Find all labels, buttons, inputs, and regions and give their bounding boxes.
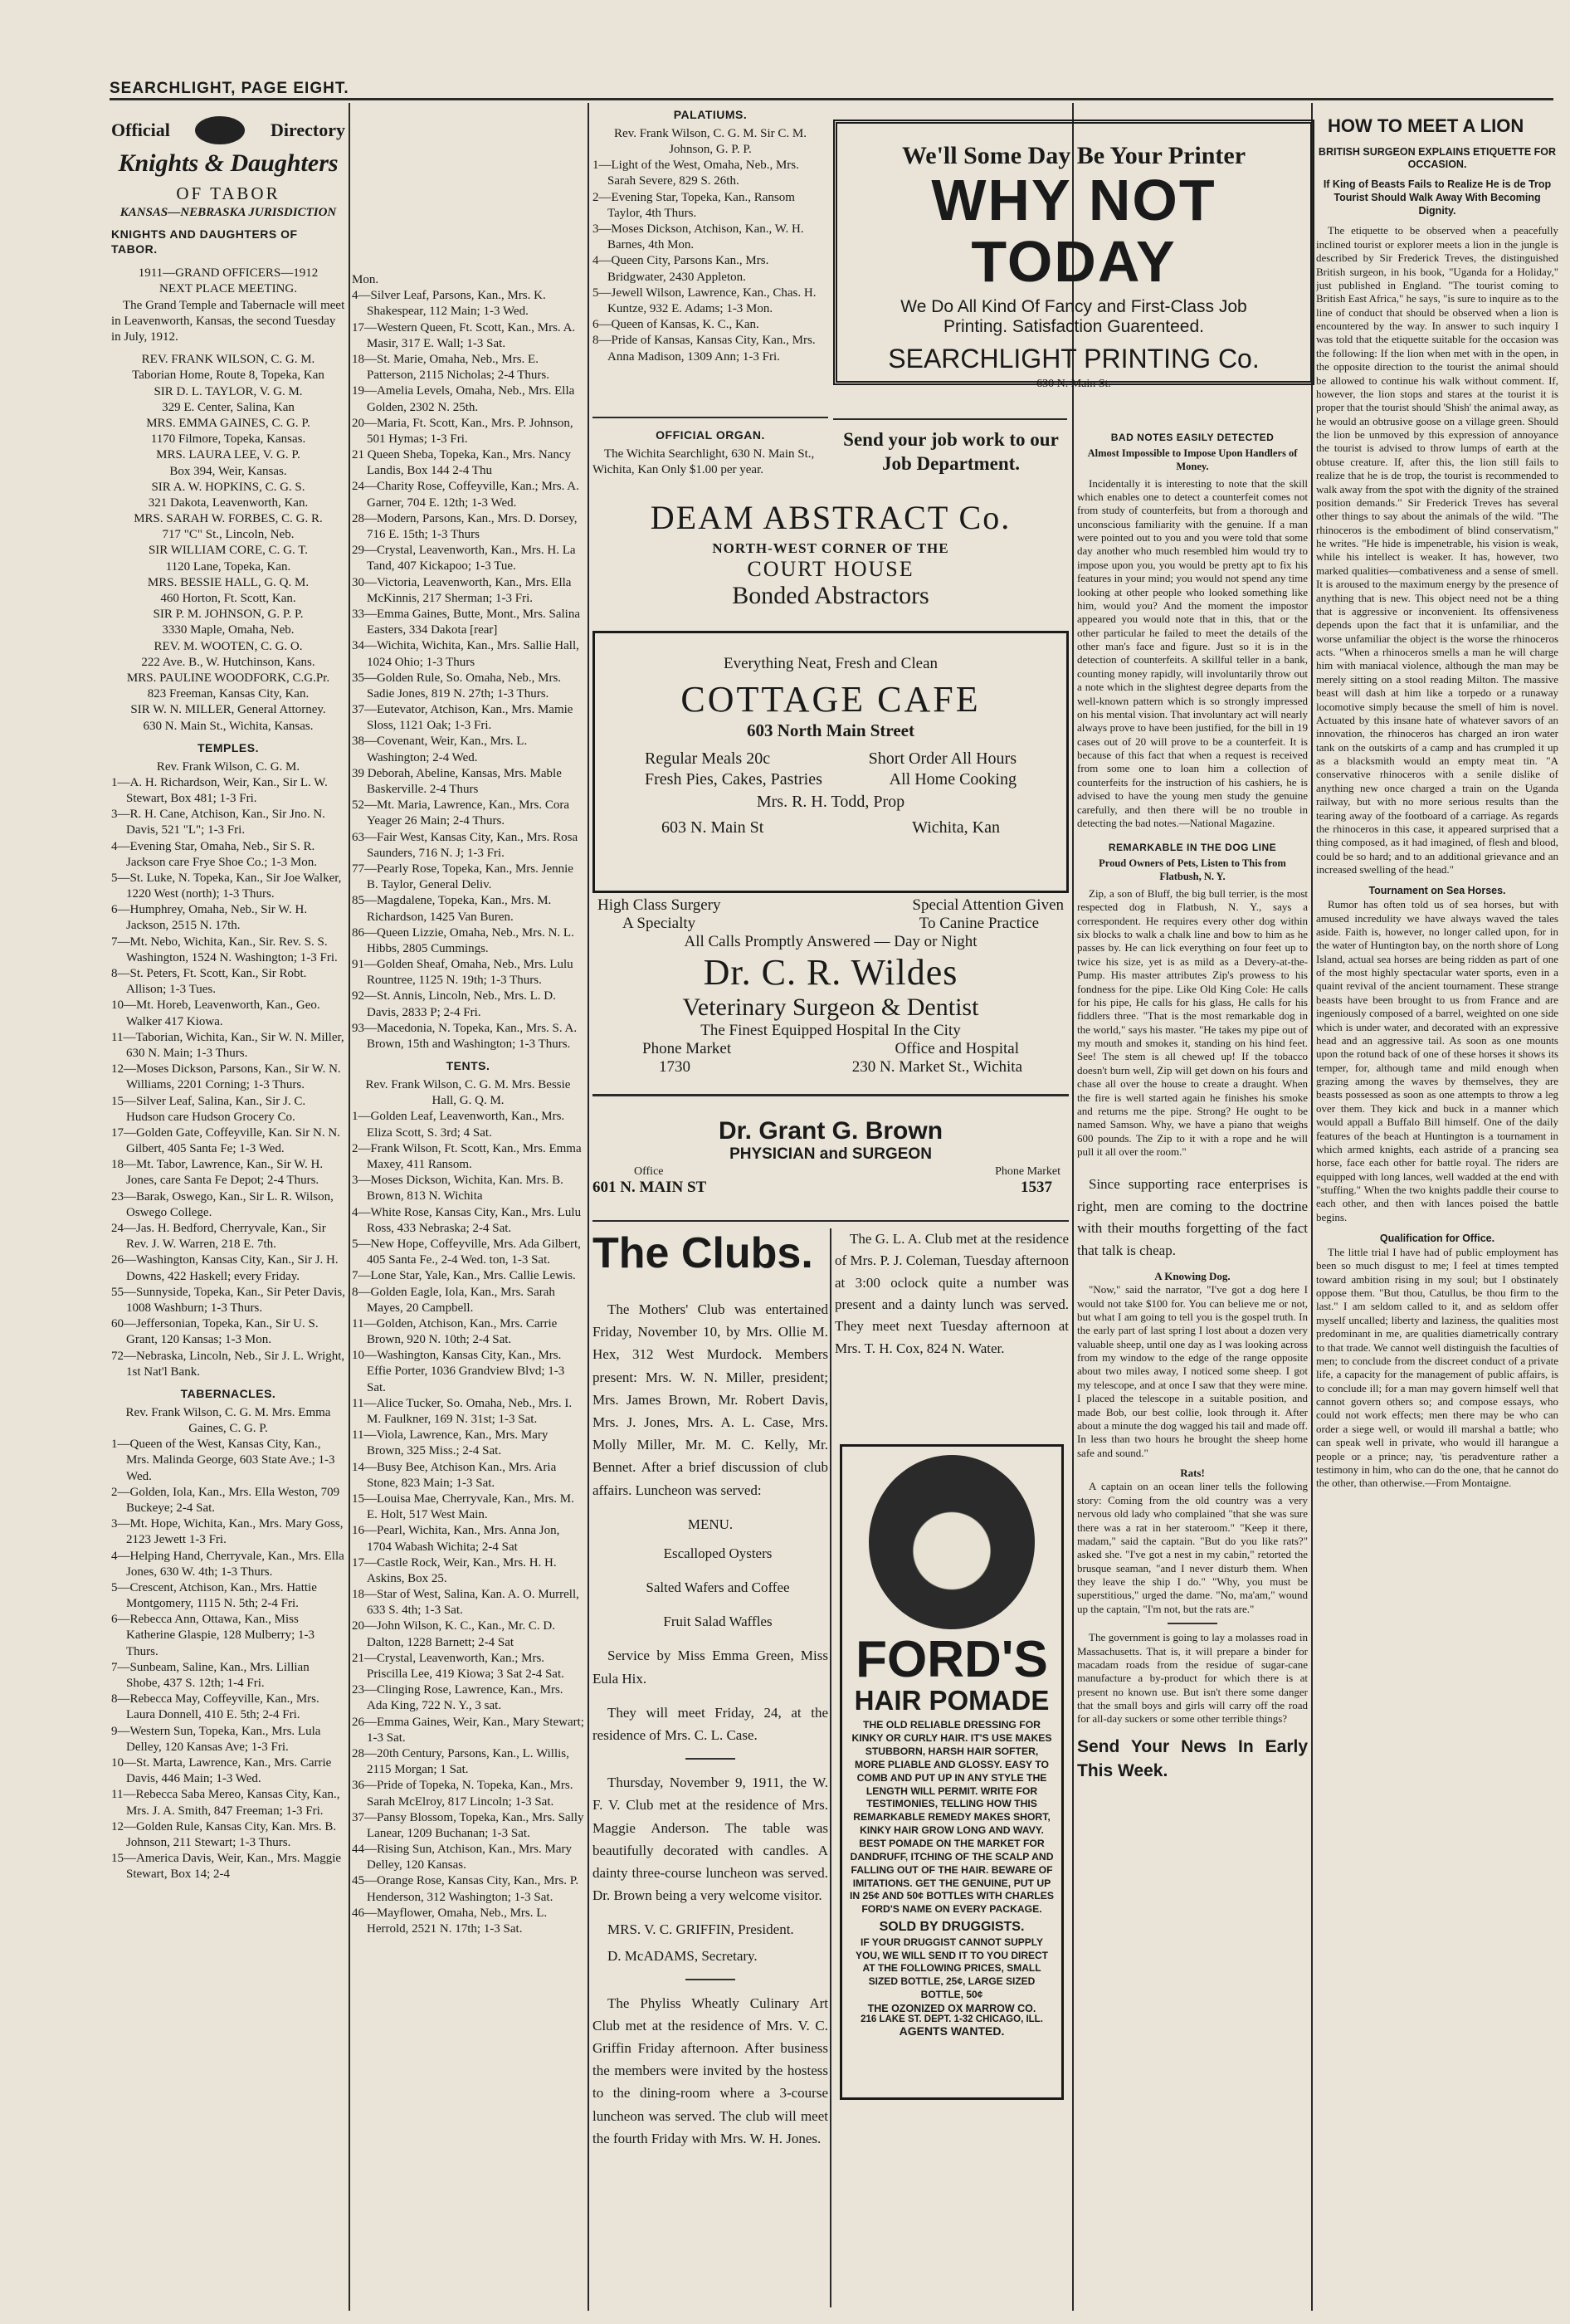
tabernacle-entry: 20—Maria, Ft. Scott, Kan., Mrs. P. Johnson, 501 Hymas; 1-3 Fri.	[352, 416, 573, 446]
tabernacle-entry: 1—Queen of the West, Kansas City, Kan., Mrs. Malinda George, 603 State Ave.; 1-3 Wed.	[111, 1438, 335, 1483]
clubs-p3: They will meet Friday, 24, at the residence of Mrs. C. L. Case.	[592, 1704, 828, 1743]
tabernacle-entry: 30—Victoria, Leavenworth, Kan., Mrs. Ella McKinnis, 217 Sherman; 1-3 Fri.	[352, 575, 572, 605]
officer-line: 1120 Lane, Topeka, Kan.	[165, 559, 291, 574]
clubs-section	[592, 1228, 828, 2307]
tent-entry: 17—Castle Rock, Weir, Kan., Mrs. H. H. Askins, Box 25.	[352, 1555, 557, 1585]
tabernacle-entry: 93—Macedonia, N. Topeka, Kan., Mrs. S. A. Brown, 15th and Washington; 1-3 Thurs.	[352, 1021, 578, 1051]
clubs-p4: Thursday, November 9, 1911, the W. F. V. Club met at the residence of Mrs. Maggie Anderson. The table was beautifully decorated with candles. A dainty three-course luncheon was served. Dr. Brown being a very welcome visitor.	[592, 1775, 828, 1904]
next-meeting: NEXT PLACE MEETING.	[159, 282, 297, 296]
cafe-right3: Wichita, Kan	[912, 818, 1000, 837]
column-rule	[349, 103, 350, 2311]
brown-phone: 1537	[1021, 1179, 1052, 1196]
tabernacle-entry: 2—Golden, Iola, Kan., Mrs. Ella Weston, 709 Buckeye; 2-4 Sat.	[111, 1485, 340, 1515]
tabernacle-entry: 33—Emma Gaines, Butte, Mont., Mrs. Salina Easters, 334 Dakota [rear]	[352, 607, 580, 637]
tent-entry: 18—Star of West, Salina, Kan. A. O. Murrell, 633 S. 4th; 1-3 Sat.	[352, 1588, 579, 1618]
tabernacles-list-cont	[352, 272, 584, 1052]
tabernacle-entry: 5—Crescent, Atchison, Kan., Mrs. Hattie Montgomery, 1115 N. 5th; 2-4 Fri.	[111, 1580, 317, 1611]
officer-line: 823 Freeman, Kansas City, Kan.	[147, 687, 310, 701]
temples-heading: TEMPLES.	[197, 740, 259, 754]
dog-text: Zip, a son of Bluff, the big bull terrier, is the most respected dog in Flatbush, N. Y., says a correspondent. He requires every other dog within six blocks to walk a chalk line and bow to him as he passes by. He can lick everything on four feet up to twice his size, yet is as mild as a Devery-at-the-Pump. His master attributes Zip's prowess to his fondness for the pipe. Like Old King Cole: He calls for his pipe, He calls for his glass, He calls for his fiddlers three. "That is the most remarkable dog in the world," says his master. "He takes my pipe out of my mouth and smokes it, standing on his hind feet. See! The stem is all chewed up! If the tobacco doesn't burn well, Zip will get down on his fours and chase all over the house to create a draught. When the fire is well started again he finishes his smoke and returns me the pipe. Strong? He ought to be named Samson. Why, we have a piano that weighs 600 pounds. The Zip to it with a rope and he will pull it all over the room."	[1077, 886, 1308, 1159]
officer-line: MRS. LAURA LEE, V. G. P.	[156, 448, 300, 462]
temple-entry: 4—Evening Star, Omaha, Neb., Sir S. R. Jackson care Frye Shoe Co.; 1-3 Mon.	[111, 839, 317, 869]
lion-column	[1316, 110, 1558, 2309]
column-rule	[1072, 103, 1074, 2311]
tent-entry: 14—Busy Bee, Atchison Kan., Mrs. Aria Stone, 823 Main; 1-3 Sat.	[352, 1460, 557, 1490]
cafe-name: COTTAGE CAFE	[680, 679, 981, 720]
tent-entry: 16—Pearl, Wichita, Kan., Mrs. Anna Jon, 1704 Wabash Wichita; 2-4 Sat	[352, 1524, 560, 1554]
tabernacle-entry: 63—Fair West, Kansas City, Kan., Mrs. Rosa Saunders, 716 N. J; 1-3 Fri.	[352, 830, 578, 860]
vet-right1: Special Attention Given	[912, 896, 1064, 914]
vet-name: Dr. C. R. Wildes	[703, 952, 958, 993]
tabernacle-entry: 3—Mt. Hope, Wichita, Kan., Mrs. Mary Goss, 2123 Jewett 1-3 Fri.	[111, 1517, 344, 1547]
cafe-right2: All Home Cooking	[889, 770, 1017, 788]
fords-body: THE OLD RELIABLE DRESSING FOR KINKY OR CURLY HAIR. IT'S USE MAKES STUBBORN, HARSH HAIR SOFTER, MORE PLIABLE AND GLOSSY. EASY TO COMB AND PUT UP IN ANY STYLE THE LENGTH WILL PERMIT. WRITE FOR TESTIMONIES, TELLING HOW THIS REMARKABLE REMEDY MAKES SHORT, KINKY HAIR GROW LONG AND WAVY. BEST POMADE ON THE MARKET FOR DANDRUFF, ITCHING OF THE SCALP AND FALLING OUT OF THE HAIR. BEWARE OF IMITATIONS. GET THE GENUINE, PUT UP IN 25¢ AND 50¢ BOTTLES WITH CHARLES FORD'S NAME ON EVERY PACKAGE.	[849, 1719, 1055, 1916]
tabernacle-entry: 38—Covenant, Weir, Kan., Mrs. L. Washington; 2-4 Wed.	[352, 735, 528, 764]
palatiums-section	[592, 106, 828, 413]
vet-title: Veterinary Surgeon & Dentist	[682, 994, 979, 1021]
palatium-entry: 2—Evening Star, Topeka, Kan., Ransom Taylor, 4th Thurs.	[592, 190, 795, 220]
bad-notes-heading: BAD NOTES EASILY DETECTED	[1110, 432, 1275, 443]
officer-line: 1170 Filmore, Topeka, Kansas.	[150, 432, 306, 447]
officers-heading: 1911—GRAND OFFICERS—1912	[138, 266, 319, 281]
officer-line: MRS. EMMA GAINES, C. G. P.	[146, 416, 310, 430]
cafe-right1: Short Order All Hours	[868, 749, 1017, 768]
palatiums-heading: PALATIUMS.	[673, 108, 748, 121]
temple-entry: 5—St. Luke, N. Topeka, Kan., Sir Joe Walker, 1220 West (north); 1-3 Thurs.	[111, 871, 342, 901]
officer-line: REV. M. WOOTEN, C. G. O.	[154, 639, 303, 653]
officer-line: MRS. SARAH W. FORBES, C. G. R.	[134, 512, 323, 526]
tabernacle-entry: 52—Mt. Maria, Lawrence, Kan., Mrs. Cora Yeager 26 Main; 2-4 Thurs.	[352, 798, 570, 828]
cafe-addr: 603 North Main Street	[747, 720, 914, 740]
tabernacle-entry: 24—Charity Rose, Coffeyville, Kan.; Mrs. A. Garner, 704 E. 12th; 1-3 Wed.	[352, 480, 579, 510]
tabernacle-entry: 35—Golden Rule, So. Omaha, Neb., Mrs. Sadie Jones, 819 N. 27th; 1-3 Thurs.	[352, 671, 562, 701]
tabernacle-entry: 17—Western Queen, Ft. Scott, Kan., Mrs. A. Masir, 317 E. Wall; 1-3 Sat.	[352, 320, 576, 350]
directory-title-right: Directory	[271, 119, 345, 140]
official-organ	[592, 422, 828, 491]
brown-ad	[592, 1101, 1069, 1225]
vet-addr: 230 N. Market St., Wichita	[851, 1058, 1022, 1076]
miscellany-column	[1077, 425, 1308, 2309]
tents-sub: Rev. Frank Wilson, C. G. M. Mrs. Bessie Hall, G. Q. M.	[365, 1078, 571, 1108]
palatium-entry: 5—Jewell Wilson, Lawrence, Kan., Chas. H. Kuntze, 932 E. Adams; 1-3 Mon.	[592, 286, 817, 315]
fords-big2: HAIR POMADE	[854, 1685, 1050, 1716]
tabernacle-entry: 85—Magdalene, Topeka, Kan., Mrs. M. Richardson, 1425 Van Buren.	[352, 894, 552, 924]
column-rule	[1311, 103, 1313, 2311]
temple-entry: 24—Jas. H. Bedford, Cherryvale, Kan., Sir Rev. J. W. Warren, 218 E. 7th.	[111, 1222, 326, 1252]
palatium-entry: 4—Queen City, Parsons Kan., Mrs. Bridgwater, 2430 Appleton.	[592, 254, 769, 284]
tabernacle-entry: 10—St. Marta, Lawrence, Kan., Mrs. Carrie Davis, 446 Main; 1-3 Wed.	[111, 1755, 332, 1786]
temple-entry: 23—Barak, Oswego, Kan., Sir L. R. Wilson, Oswego College.	[111, 1189, 334, 1219]
send-job-text: Send your job work to our Job Department.	[843, 429, 1059, 474]
officer-line: REV. FRANK WILSON, C. G. M.	[141, 353, 315, 367]
tent-entry: 20—John Wilson, K. C., Kan., Mr. C. D. Dalton, 1228 Barnett; 2-4 Sat	[352, 1619, 555, 1649]
cafe-left1: Regular Meals 20c	[645, 749, 771, 768]
temple-entry: 8—St. Peters, Ft. Scott, Kan., Sir Robt. Allison; 1-3 Tues.	[111, 967, 307, 997]
organ-text: The Wichita Searchlight, 630 N. Main St., Wichita, Kan Only $1.00 per year.	[592, 447, 815, 477]
officers-list	[111, 352, 345, 735]
temple-entry: 26—Washington, Kansas City, Kan., Sir J. H. Downs, 422 Haskell; every Friday.	[111, 1253, 339, 1283]
printer-name: SEARCHLIGHT PRINTING Co.	[888, 344, 1260, 374]
temple-entry: 12—Moses Dickson, Parsons, Kan., Sir W. N. Williams, 2201 Corning; 1-3 Thurs.	[111, 1062, 341, 1092]
jurisdiction: KANSAS—NEBRASKA JURISDICTION	[119, 206, 337, 220]
tent-entry: 11—Golden, Atchison, Kan., Mrs. Carrie Brown, 920 N. 10th; 2-4 Sat.	[352, 1316, 558, 1347]
tabernacle-entry: 12—Golden Rule, Kansas City, Kan. Mrs. B. Johnson, 211 Stewart; 1-3 Thurs.	[111, 1819, 337, 1849]
abstract-line2: COURT HOUSE	[747, 557, 914, 581]
tournament-heading: Tournament on Sea Horses.	[1368, 885, 1506, 897]
clubs-p2: Service by Miss Emma Green, Miss Eula Hix.	[592, 1648, 828, 1687]
temple-entry: 3—R. H. Cane, Atchison, Kan., Sir Jno. N. Davis, 521 "L"; 1-3 Fri.	[111, 808, 325, 837]
officer-line: SIR WILLIAM CORE, C. G. T.	[148, 544, 309, 558]
tabernacles-list	[111, 1437, 345, 1882]
temples-list	[111, 775, 345, 1380]
vet-phone: 1730	[659, 1058, 690, 1076]
fords-big1: FORD'S	[856, 1631, 1048, 1688]
clubs-p1: The Mothers' Club was entertained Friday, November 10, by Mrs. Ollie M. Hex, 312 West Murdock. Members present: Mrs. W. N. Miller, president; Mrs. James Brown, Mr. Robert Davis, Mrs. J. Jones, Mrs. A. L. Case, Mrs. Molly Miller, Mr. M. C. Kelly, Mr. Bennet. After a brief discussion of club affairs. Luncheon was served:	[592, 1301, 828, 1498]
tabernacle-entry: 18—St. Marie, Omaha, Neb., Mrs. E. Patterson, 2115 Nicholas; 2-4 Thurs.	[352, 352, 549, 383]
dog-heading: REMARKABLE IN THE DOG LINE	[1108, 842, 1277, 854]
vet-left1: High Class Surgery	[597, 896, 721, 914]
tabernacle-entry: 37—Eutevator, Atchison, Kan., Mrs. Mamie Sloss, 1121 Oak; 1-3 Fri.	[352, 703, 573, 733]
palatiums-list	[592, 158, 828, 364]
tents-heading: TENTS.	[446, 1059, 490, 1073]
tents-list	[352, 1109, 584, 1937]
since-text: Since supporting race enterprises is right, men are coming to the doctrine with their mouths forgetting of the fact that talk is cheap.	[1077, 1176, 1308, 1258]
palatium-entry: 1—Light of the West, Omaha, Neb., Mrs. Sarah Severe, 829 S. 26th.	[592, 159, 799, 188]
directory-title-left: Official	[111, 119, 170, 140]
gla-club	[835, 1228, 1069, 1411]
tent-entry: 28—20th Century, Parsons, Kan., L. Willis, 2115 Morgan; 1 Sat.	[352, 1746, 569, 1777]
tabernacle-entry: 4—Helping Hand, Cherryvale, Kan., Mrs. Ella Jones, 630 W. 4th; 1-3 Thurs.	[111, 1549, 344, 1579]
officer-line: SIR P. M. JOHNSON, G. P. P.	[153, 608, 304, 622]
lion-sub2: If King of Beasts Fails to Realize He is de Trop Tourist Should Walk Away With Becoming Dignity.	[1323, 178, 1552, 217]
tabernacles-heading: TABERNACLES.	[180, 1386, 276, 1400]
menu-item: Fruit Salad Waffles	[663, 1614, 773, 1630]
brown-office-label: Office	[634, 1165, 664, 1178]
tabernacle-entry: Mon.	[352, 273, 379, 286]
temple-entry: 11—Taborian, Wichita, Kan., Sir W. N. Miller, 630 N. Main; 1-3 Thurs.	[111, 1030, 344, 1060]
officer-line: SIR W. N. MILLER, General Attorney.	[130, 703, 326, 717]
abstract-name: DEAM ABSTRACT Co.	[650, 499, 1012, 536]
kdt-heading: KNIGHTS AND DAUGHTERS OF TABOR.	[111, 227, 298, 256]
qual-heading: Qualification for Office.	[1379, 1233, 1495, 1245]
abstract-line1: NORTH-WEST CORNER OF THE	[712, 540, 949, 556]
printer-addr: 630 N. Main St.	[1036, 378, 1111, 390]
tent-entry: 44—Rising Sun, Atchison, Kan., Mrs. Mary Delley, 120 Kansas.	[352, 1843, 573, 1872]
vet-ad	[592, 896, 1069, 1092]
printer-top: We'll Some Day Be Your Printer	[901, 142, 1246, 169]
qual-text: The little trial I have had of public employment has been so much disgust to me; I feel at times tempted toward ambition rising in my soul; but I obstinately oppose them. "But thou, Catullus, be thou firm to the last." I am seldom called to it, and as seldom offer myself uncalled; liberty and laziness, the qualities most predominant in me, are qualities diametrically contrary to that trade. We cannot well distinguish the faculties of men; to conclude from the discreet conduct of a private life, a capacity for the management of public affairs, is to conclude ill; for a man may govern himself well that cannot govern others so; and compose essays, who could not work effects; men there may be who can order a siege well, or would ill marshal a battle; who can speak well in private, who would ill harangue a people or a prince; nay, 'tis peradventure rather a testimony in him, who can do the one, that he cannot do the other, than otherwise.—From Montaigne.	[1316, 1245, 1558, 1490]
tabernacle-entry: 8—Rebecca May, Coffeyville, Kan., Mrs. Laura Donnell, 410 E. 5th; 2-4 Fri.	[111, 1692, 319, 1722]
directory-title-main: Knights & Daughters	[118, 149, 339, 177]
send-job	[835, 428, 1067, 495]
knowing-text: "Now," said the narrator, "I've got a dog here I would not take $100 for. You can believe me or not, but what I am going to tell you is the gospel truth. In the early part of last spring I lost about a dozen very valuable sheep, until one day as I was looking across from my window to the edge of the range opposite about two miles away, I noticed some sheep. I got my telescope, and at once I saw that they were mine. I placed the telescope in a suitable position, and made Bob, our best collie, look through it. After about a minute the dog wagged his tail and made off. In less than two hours he brought the sheep home safe and sound."	[1077, 1283, 1308, 1459]
brown-name: Dr. Grant G. Brown	[718, 1117, 943, 1145]
tabernacle-entry: 91—Golden Sheaf, Omaha, Neb., Mrs. Lulu Rountree, 1125 N. 19th; 1-3 Thurs.	[352, 958, 573, 988]
clubs-title: The Clubs.	[592, 1229, 813, 1277]
temple-entry: 1—A. H. Richardson, Weir, Kan., Sir L. W. Stewart, Box 481; 1-3 Fri.	[111, 775, 328, 805]
menu-heading: MENU.	[687, 1516, 734, 1532]
cafe-ad	[592, 631, 1069, 893]
section-rule	[592, 1094, 1069, 1096]
temple-entry: 18—Mt. Tabor, Lawrence, Kan., Sir W. H. Jones, care Santa Fe Depot; 2-4 Thurs.	[111, 1158, 324, 1188]
palatium-entry: 3—Moses Dickson, Atchison, Kan., W. H. Barnes, 4th Mon.	[592, 222, 804, 252]
dog-sub: Proud Owners of Pets, Listen to This from Flatbush, N. Y.	[1099, 857, 1286, 883]
fords-bottom: IF YOUR DRUGGIST CANNOT SUPPLY YOU, WE WILL SEND IT TO YOU DIRECT AT THE FOLLOWING PRICES, SMALL SIZED BOTTLE, 25¢, LARGE SIZED BOTTLE, 50¢	[855, 1936, 1048, 2000]
temple-entry: 55—Sunnyside, Topeka, Kan., Sir Peter Davis, 1008 Washburn; 1-3 Thurs.	[111, 1285, 345, 1315]
printer-big: WHY NOT TODAY	[931, 168, 1217, 294]
tent-entry: 11—Viola, Lawrence, Kan., Mrs. Mary Brown, 325 Miss.; 2-4 Sat.	[352, 1428, 549, 1458]
officer-line: SIR D. L. TAYLOR, V. G. M.	[154, 384, 303, 398]
tent-entry: 1—Golden Leaf, Leavenworth, Kan., Mrs. Eliza Scott, S. 3rd; 4 Sat.	[352, 1110, 565, 1140]
header-rule	[110, 98, 1553, 100]
palatium-entry: 8—Pride of Kansas, Kansas City, Kan., Mrs. Anna Madison, 1309 Ann; 1-3 Fri.	[592, 334, 816, 364]
tent-entry: 10—Washington, Kansas City, Kan., Mrs. Effie Porter, 1036 Grandview Blvd; 1-3 Sat.	[352, 1349, 565, 1394]
running-head: SEARCHLIGHT, PAGE EIGHT.	[110, 80, 349, 97]
lion-sub: BRITISH SURGEON EXPLAINS ETIQUETTE FOR OCCASION.	[1318, 145, 1557, 171]
vet-office-label: Office and Hospital	[895, 1040, 1019, 1057]
lion-text: The etiquette to be observed when a peacefully inclined tourist or explorer meets a lion in the jungle is described by Sir Frederick Treves, the distinguished British surgeon, in his book, "Uganda for a Holiday," just published in England. "The tourist coming to British East Africa," he says, "is sure to inquire as to the line of conduct that should be observed when a lion is encountered by the way. In answer to such inquiry I was told that the etiquette suitable for the occasion was the following: If the lion when met with in the open, in the opposite direction to the tourist the animal should be allowed to continue his walk without comment. If, however, the lion stops and stares at the tourist it is proper that the tourist should 'Shish' the animal away, as he would an obtrusive goose on a village green. Should the lion be unmoved by this expression of annoyance the tourist is advised to throw lumps of earth at the obtuse creature. If, after this, the lion still fails to realize that he is de trop, the tourist is recommended to walk away from the spot with the dignity of the strained position demands." Sir Frederick Treves has several other things to say about the animals of the wild. "The rhinoceros is the embodiment of blind conservatism," he writes. "He hide is impenetrable, his vision is weak, while his intellect is weaker. It has, however, two marked qualities—combativeness and a sense of smell. It is aroused to the maximum energy by the presence of anything that is new. This object need not be a thing that is aggressive or inconvenient. Its offensiveness depends upon the fact that it is unfamiliar, and the worse unfamiliar the object is the worse the rhinoceros acts. "When a rhinoceros smells a man he will charge him with maniacal violence, although the man may be merely sitting on a stool reading Milton. The massive beast will dash at him like a torpedo or a runaway locomotive simply because the smell of him is novel. Actuated by this insane hate of whatever savors of an innovation, the rhinoceros has charged an iron water tank on the outskirts of a camp and has crumpled it up as a blacksmith would an empty meat tin. "A conservative rhinoceros with a senile dislike of anything new once charged a train on the Uganda railway, but with no more serious results than the tearing away of the footboard of a carriage. As regards the rhinoceros in this case, it appeared surprised that a thing composed, as it had imagined, of flesh and blood, could be so hard; and to an additional grievance and an increased swelling of the head."	[1316, 224, 1558, 876]
cafe-prop: Mrs. R. H. Todd, Prop	[756, 793, 905, 811]
tabernacle-entry: 34—Wichita, Wichita, Kan., Mrs. Sallie Hall, 1024 Ohio; 1-3 Thurs	[352, 639, 579, 669]
officer-line: 329 E. Center, Salina, Kan	[162, 400, 295, 414]
tabernacle-entry: 92—St. Annis, Lincoln, Neb., Mrs. L. D. Davis, 2833 P; 2-4 Fri.	[352, 989, 556, 1019]
molasses-text: The government is going to lay a molasses road in Massachusetts. That is, it will prepare a binder for macadam roads from the residue of sugar-cane manufacture a by-product for which there is at present no known use. But isn't there some danger that the small boys and girls will carry off the road for all-day suckers or some other terrible things?	[1077, 1631, 1308, 1726]
printer-ad	[833, 120, 1314, 390]
clubs-sig1: MRS. V. C. GRIFFIN, President.	[607, 1921, 794, 1938]
section-rule	[833, 418, 1067, 420]
temple-entry: 6—Humphrey, Omaha, Neb., Sir W. H. Jackson, 2515 N. 17th.	[111, 903, 308, 933]
cafe-left2: Fresh Pies, Cakes, Pastries	[645, 770, 822, 788]
vet-left2: A Specialty	[622, 915, 696, 932]
clubs-p5: The Phyliss Wheatly Culinary Art Club met at the residence of Mrs. V. C. Griffin Friday afternoon. After business the members were invited by the hostess to the dining-room where a 3-course luncheon was served. The club will meet the fourth Friday with Mrs. W. H. Jones.	[592, 1994, 828, 2146]
send-news: Send Your News In Early This Week.	[1077, 1736, 1308, 1781]
tabernacle-entry: 19—Amelia Levels, Omaha, Neb., Mrs. Ella Golden, 2302 N. 25th.	[352, 384, 575, 414]
tournament-text: Rumor has often told us of sea horses, but with amused incredulity we have always waved the tales aside. Faith is, however, no longer called upon, for in the water of Huntington bay, on the north shore of Long Island, actual sea horses are being ridden as part of one of the most highly spectacular water sports, even in a quaint revival of the ancient tournament. These strange beasts have been brought to us from France and are ingeniously composed of a barrel, weighted on one side which is under water, and decorated with an expressive head and an aggressive tail. As soon as one mounts upon the rotund back of one of these horses it shows its temper, for, although tame and mild enough when grazing among the waves by themselves, they are beasts possessed as soon as one attempts to throw a leg over them. They kick and buck in a manner which would appall a Buffalo Bill himself. One of the daily features of the beach at Huntington is a tournament in which armed knights, each astride of a prancing sea horse, face each other for battle royal. The riders are equipped with long lances, well wadded at the end with "stuffing." When the two knights paddle their course to each other, and then with lances poised the battle begins.	[1316, 898, 1558, 1223]
vet-calls: All Calls Promptly Answered — Day or Night	[684, 933, 978, 950]
temple-entry: 72—Nebraska, Lincoln, Neb., Sir J. L. Wright, 1st Nat'l Bank.	[111, 1349, 345, 1379]
tent-entry: 45—Orange Rose, Kansas City, Kan., Mrs. P. Henderson, 312 Washington; 1-3 Sat.	[352, 1874, 579, 1904]
section-rule	[592, 1220, 1069, 1222]
menu-item: Salted Wafers and Coffee	[646, 1579, 790, 1596]
tent-entry: 5—New Hope, Coffeyville, Mrs. Ada Gilbert, 405 Santa Fe., 2-4 Wed. ton, 1-3 Sat.	[352, 1237, 581, 1267]
printer-line1: We Do All Kind Of Fancy and First-Class Job	[900, 297, 1247, 316]
gla-text: The G. L. A. Club met at the residence of Mrs. P. J. Coleman, Tuesday afternoon at 3:00 oclock quite a number was present and a dainty lunch was served. They meet next Tuesday afternoon at Mrs. T. H. Cox, 824 N. Water.	[835, 1231, 1069, 1356]
tabernacle-entry: 6—Rebecca Ann, Ottawa, Kan., Miss Katherine Glaspie, 128 Mulberry; 1-3 Thurs.	[111, 1613, 315, 1658]
column-rule	[830, 1228, 831, 2307]
column-rule	[588, 103, 589, 2311]
brown-phone-label: Phone Market	[995, 1165, 1060, 1178]
palatium-entry: 6—Queen of Kansas, K. C., Kan.	[592, 318, 759, 332]
fords-ad	[840, 1444, 1064, 2100]
palatiums-sub: Rev. Frank Wilson, C. G. M. Sir C. M. Johnson, G. P. P.	[614, 126, 807, 157]
of-tabor: OF TABOR	[176, 183, 280, 204]
brown-addr: 601 N. MAIN ST	[592, 1179, 707, 1196]
temple-entry: 60—Jeffersonian, Topeka, Kan., Sir U. S. Grant, 120 Kansas; 1-3 Mon.	[111, 1317, 319, 1347]
officer-line: Taborian Home, Route 8, Topeka, Kan	[132, 369, 324, 383]
brown-title: PHYSICIAN and SURGEON	[729, 1145, 932, 1163]
organ-heading: OFFICIAL ORGAN.	[656, 428, 765, 442]
tent-entry: 37—Pansy Blossom, Topeka, Kan., Mrs. Sally Lanear, 1209 Buchanan; 1-3 Sat.	[352, 1810, 584, 1840]
officer-line: 460 Horton, Ft. Scott, Kan.	[160, 592, 296, 606]
abstract-line3: Bonded Abstractors	[732, 582, 929, 609]
bad-notes-text: Incidentally it is interesting to note that the skill which enables one to detect a counterfeit comes not from study of counterfeits, but from a thorough and unconscious familiarity with the genuine. If a man were pointed out to you and you were told that some day another who much resembled him would try to impose upon you, you would be pretty apt to fix his features in your mind; you would not spend any time looking at other people who looked something like him, would you? And the moment the impostor appeared you would note that in this, that or the other particular he failed to meet the details of the other man's face and figure. Just so it is in the detection of counterfeits. A skillful teller in a bank, counting money rapidly, will involuntarily throw out a note which in the slightest degree departs from the well-known pattern which is so strongly impressed on his mental vision. That involuntary act will nearly always prove to have been justified, for the bill in 19 cases out of 20 will prove to be a counterfeit. It is because of this fact that when a request is received from some one to loan him a collection of counterfeits for the instruction of his cashiers, he is advised to have the young men study the genuine carefully, and then there will be no trouble in detecting the bad notes.—National Magazine.	[1077, 476, 1308, 829]
tabernacle-entry: 21 Queen Sheba, Topeka, Kan., Mrs. Nancy Landis, Box 144 2-4 Thu	[352, 448, 572, 478]
tabernacle-entry: 7—Sunbeam, Saline, Kan., Mrs. Lillian Shobe, 437 S. 12th; 1-4 Fri.	[111, 1660, 310, 1691]
tent-entry: 2—Frank Wilson, Ft. Scott, Kan., Mrs. Emma Maxey, 411 Ransom.	[352, 1141, 582, 1172]
lion-heading: HOW TO MEET A LION	[1328, 115, 1524, 136]
cafe-top: Everything Neat, Fresh and Clean	[723, 655, 938, 672]
fords-address: 216 LAKE ST. DEPT. 1-32 CHICAGO, ILL.	[861, 2014, 1043, 2025]
officer-line: MRS. BESSIE HALL, G. Q. M.	[147, 575, 310, 589]
tabernacle-entry: 11—Rebecca Saba Mereo, Kansas City, Kan., Mrs. J. A. Smith, 847 Freeman; 1-3 Fri.	[111, 1788, 340, 1818]
tabernacles-sub: Rev. Frank Wilson, C. G. M. Mrs. Emma Gaines, C. G. P.	[125, 1405, 331, 1436]
tabernacle-entry: 77—Pearly Rose, Topeka, Kan., Mrs. Jennie B. Taylor, General Deliv.	[352, 862, 573, 892]
printer-line2: Printing. Satisfaction Guarenteed.	[943, 317, 1204, 336]
officer-line: SIR A. W. HOPKINS, C. G. S.	[151, 480, 305, 494]
vet-right2: To Canine Practice	[919, 915, 1039, 932]
tent-entry: 15—Louisa Mae, Cherryvale, Kan., Mrs. M. E. Holt, 517 West Main.	[352, 1492, 574, 1522]
tabernacle-entry: 28—Modern, Parsons, Kan., Mrs. D. Dorsey, 716 E. 15th; 1-3 Thurs	[352, 511, 578, 541]
emblem-icon	[195, 116, 245, 144]
temple-entry: 17—Golden Gate, Coffeyville, Kan. Sir N. N. Gilbert, 405 Santa Fe; 1-3 Wed.	[111, 1125, 340, 1156]
vet-hosp: The Finest Equipped Hospital In the City	[700, 1022, 961, 1039]
tent-entry: 8—Golden Eagle, Iola, Kan., Mrs. Sarah Mayes, 20 Campbell.	[352, 1285, 555, 1315]
tent-entry: 11—Alice Tucker, So. Omaha, Neb., Mrs. I. M. Faulkner, 169 N. 31st; 1-3 Sat.	[352, 1396, 573, 1427]
officer-line: 222 Ave. B., W. Hutchinson, Kans.	[141, 655, 315, 669]
cafe-left3: 603 N. Main St	[661, 818, 764, 837]
officer-line: MRS. PAULINE WOODFORK, C.G.Pr.	[126, 671, 330, 685]
fords-agents: AGENTS WANTED.	[899, 2024, 1005, 2038]
menu-list	[592, 1542, 828, 1633]
officer-line: 717 "C" St., Lincoln, Neb.	[162, 528, 295, 542]
knowing-heading: A Knowing Dog.	[1154, 1269, 1231, 1282]
temple-entry: 10—Mt. Horeb, Leavenworth, Kan., Geo. Walker 417 Kiowa.	[111, 998, 320, 1028]
abstract-ad	[592, 498, 1069, 622]
rats-heading: Rats!	[1180, 1467, 1205, 1480]
tent-entry: 4—White Rose, Kansas City, Kan., Mrs. Lulu Ross, 433 Nebraska; 2-4 Sat.	[352, 1205, 582, 1235]
tent-entry: 46—Mayflower, Omaha, Neb., Mrs. L. Herrold, 2521 N. 17th; 1-3 Sat.	[352, 1906, 548, 1936]
officer-line: 321 Dakota, Leavenworth, Kan.	[148, 496, 309, 510]
fords-sold: SOLD BY DRUGGISTS.	[879, 1920, 1025, 1935]
bad-notes-sub: Almost Impossible to Impose Upon Handlers of Money.	[1087, 447, 1298, 472]
temple-entry: 7—Mt. Nebo, Wichita, Kan., Sir. Rev. S. S. Washington, 1524 N. Washington; 1-3 Fri.	[111, 935, 338, 964]
clubs-sig2: D. McADAMS, Secretary.	[607, 1947, 758, 1964]
vet-phone-label: Phone Market	[642, 1040, 732, 1057]
tabernacle-entry: 15—America Davis, Weir, Kan., Mrs. Maggie Stewart, Box 14; 2-4	[111, 1852, 342, 1882]
tent-entry: 21—Crystal, Leavenworth, Kan.; Mrs. Priscilla Lee, 419 Kiowa; 3 Sat 2-4 Sat.	[352, 1651, 564, 1682]
tent-entry: 23—Clinging Rose, Lawrence, Kan., Mrs. Ada King, 722 N. Y., 3 sat.	[352, 1683, 563, 1713]
tent-entry: 3—Moses Dickson, Wichita, Kan. Mrs. B. Brown, 813 N. Wichita	[352, 1174, 563, 1204]
temples-sub: Rev. Frank Wilson, C. G. M.	[156, 759, 300, 774]
menu-item: Escalloped Oysters	[663, 1545, 773, 1561]
section-rule	[592, 417, 828, 418]
tent-entry: 36—Pride of Topeka, N. Topeka, Kan., Mrs. Sarah McElroy, 817 Lincoln; 1-3 Sat.	[352, 1779, 573, 1809]
tabernacle-entry: 29—Crystal, Leavenworth, Kan., Mrs. H. La Tand, 407 Kickapoo; 1-3 Tue.	[352, 544, 576, 574]
tabernacle-entry: 39 Deborah, Abeline, Kansas, Mrs. Mable Baskerville. 2-4 Thurs	[352, 766, 562, 796]
temple-entry: 15—Silver Leaf, Salina, Kan., Sir J. C. Hudson care Hudson Grocery Co.	[111, 1094, 306, 1124]
tent-entry: 7—Lone Star, Yale, Kan., Mrs. Callie Lewis.	[352, 1269, 576, 1283]
directory-column-2	[352, 110, 584, 2309]
tabernacle-entry: 4—Silver Leaf, Parsons, Kan., Mrs. K. Shakespear, 112 Main; 1-3 Wed.	[352, 289, 546, 319]
officer-line: 3330 Maple, Omaha, Neb.	[162, 623, 295, 637]
officer-line: 630 N. Main St., Wichita, Kansas.	[143, 719, 314, 733]
tabernacle-entry: 9—Western Sun, Topeka, Kan., Mrs. Lula Delley, 120 Kansas Ave; 1-3 Fri.	[111, 1724, 321, 1754]
officer-line: Box 394, Weir, Kansas.	[169, 464, 287, 478]
fords-company: THE OZONIZED OX MARROW CO.	[867, 2003, 1036, 2015]
tent-entry: 26—Emma Gaines, Weir, Kan., Mary Stewart; 1-3 Sat.	[352, 1715, 584, 1745]
meeting-text: The Grand Temple and Tabernacle will meet in Leavenworth, Kansas, the second Tuesday in July, 1912.	[111, 298, 345, 344]
directory-column	[111, 110, 345, 2309]
woman-portrait-icon	[869, 1455, 1035, 1629]
rats-text: A captain on an ocean liner tells the following story: Coming from the old country was a very nervous old lady who complained "that she was sure there was a rat in her stateroom." "Keep it there, madam," said the captain. "But do you like rats?" asked she. "I've got a nest in my cabin," retorted the brusque seaman, "and I never disturb them. When they leave the ship I do." "Why, you must be superstitious," urged the dame. "No, ma'am," wound up the captain, "I'm not, but the rats are."	[1077, 1480, 1308, 1615]
tabernacle-entry: 86—Queen Lizzie, Omaha, Neb., Mrs. N. L. Hibbs, 2805 Cummings.	[352, 925, 574, 955]
